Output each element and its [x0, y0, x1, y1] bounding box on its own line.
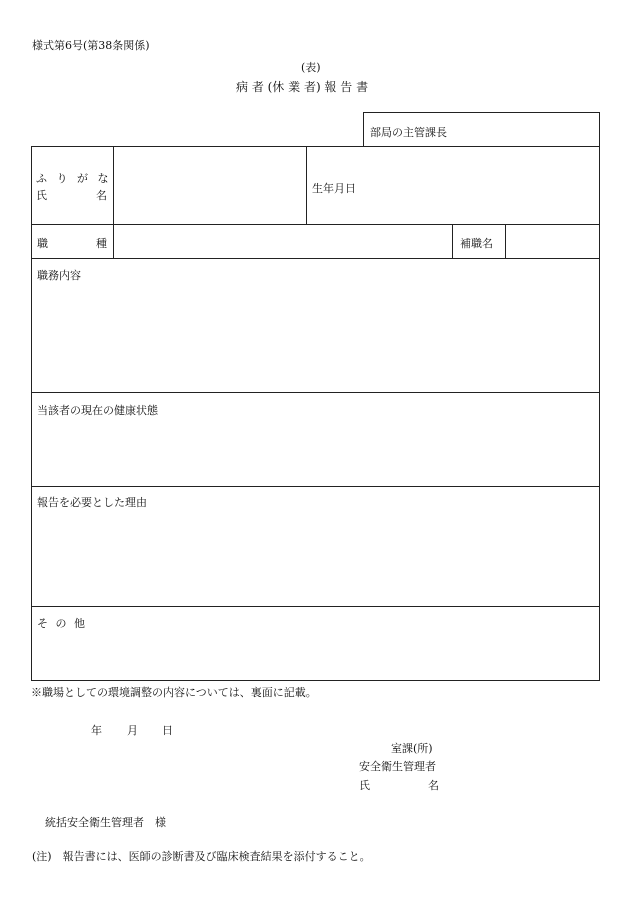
reason-label: 報告を必要とした理由	[37, 496, 147, 509]
addressee: 統括安全衛生管理者 様	[45, 816, 166, 829]
health-label: 当該者の現在の健康状態	[37, 404, 158, 417]
footnote: (注) 報告書には、医師の診断書及び臨床検査結果を添付すること。	[32, 850, 371, 863]
furigana-label: ふ り が な	[36, 172, 112, 185]
side-label: (表)	[301, 61, 321, 74]
other-label: そ の 他	[37, 617, 87, 630]
page-title: 病 者 (休 業 者) 報 告 書	[236, 80, 369, 94]
date-day: 日	[162, 724, 173, 737]
job-type-label-2: 種	[96, 237, 107, 250]
environment-note: ※職場としての環境調整の内容については、裏面に記載。	[31, 686, 317, 699]
signer-name-label-2: 名	[428, 779, 439, 792]
name-label: 氏	[36, 189, 47, 202]
signer-name-label: 氏	[359, 779, 370, 792]
job-type-label: 職	[37, 237, 48, 250]
name-label-2: 名	[96, 189, 107, 202]
form-number: 様式第6号(第38条関係)	[32, 39, 150, 52]
birthdate-label: 生年月日	[312, 182, 356, 195]
office-label: 室課(所)	[391, 742, 433, 755]
department-manager-label: 部局の主管課長	[370, 126, 447, 139]
safety-manager-label: 安全衛生管理者	[359, 760, 436, 773]
sub-job-label: 補職名	[460, 237, 493, 250]
date-year: 年	[91, 724, 102, 737]
date-month: 月	[127, 724, 138, 737]
duties-label: 職務内容	[37, 269, 81, 282]
